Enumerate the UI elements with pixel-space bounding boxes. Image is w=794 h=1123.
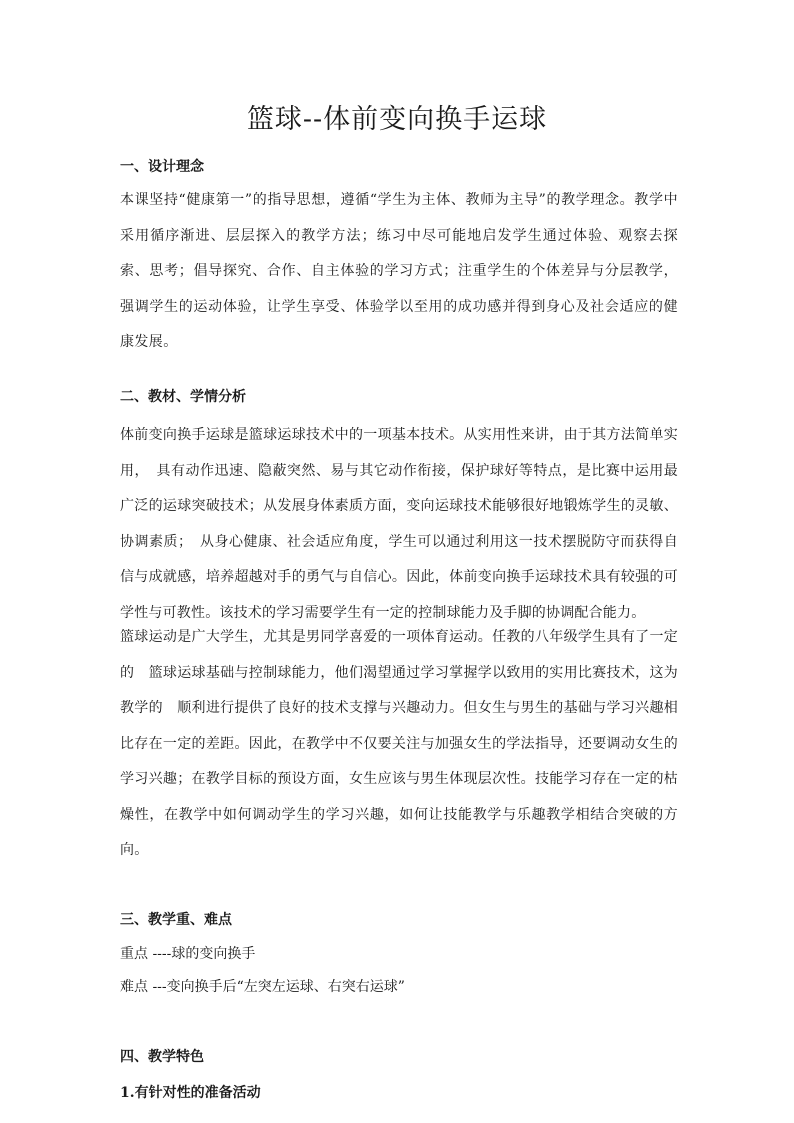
section-heading-teaching-features: 四、教学特色: [120, 1049, 204, 1065]
section-heading-design-concept: 一、设计理念: [120, 159, 204, 175]
key-point-line: 重点 ----球的变向换手: [120, 946, 256, 962]
section-heading-material-analysis: 二、教材、学情分析: [120, 389, 246, 405]
section-paragraph-design-concept: 本课坚持“健康第一”的指导思想，遵循“学生为主体、教师为主导”的教学理念。教学中采用循序渐进、层层探入的教学方法；练习中尽可能地启发学生通过体验、观察去探索、思考；倡导探究、合作、自主体验的学习方式；注重学生的个体差异与分层教学，强调学生的运动体验，让学生享受、体验学以至用的成功感并得到身心及社会适应的健康发展。: [120, 192, 678, 350]
document-title: 篮球--体前变向换手运球: [246, 104, 548, 135]
section-paragraph-material-analysis-2: 篮球运动是广大学生，尤其是男同学喜爱的一项体育运动。任教的八年级学生具有了一定的 篮球运球基础与控制球能力，他们渴望通过学习掌握学以致用的实用比赛技术，这为教学的 顺利进行提供了良好的技术支撑与兴趣动力。但女生与男生的基础与学习兴趣相比存在一定的差距。因此，在教学中不仅要关注与加强女生的学法指导，还要调动女生的学习兴趣；在教学目标的预设方面，女生应该与男生体现层次性。技能学习存在一定的枯燥性，在教学中如何调动学生的学习兴趣，如何让技能教学与乐趣教学相结合突破的方向。: [120, 629, 678, 858]
subheading-warmup-activity: 1.有针对性的准备活动: [120, 1085, 261, 1101]
section-paragraph-material-analysis-1: 体前变向换手运球是篮球运球技术中的一项基本技术。从实用性来讲，由于其方法简单实用， 具有动作迅速、隐蔽突然、易与其它动作衔接，保护球好等特点，是比赛中运用最广泛的运球突破技术；从发展身体素质方面，变向运球技术能够很好地锻炼学生的灵敏、协调素质； 从身心健康、社会适应角度，学生可以通过利用这一技术摆脱防守而获得自信与成就感，培养超越对手的勇气与自信心。因此，体前变向换手运球技术具有较强的可学性与可教性。该技术的学习需要学生有一定的控制球能力及手脚的协调配合能力。: [120, 427, 678, 621]
section-heading-key-points: 三、教学重、难点: [120, 912, 232, 928]
difficult-point-line: 难点 ---变向换手后“左突左运球、右突右运球”: [120, 979, 405, 995]
